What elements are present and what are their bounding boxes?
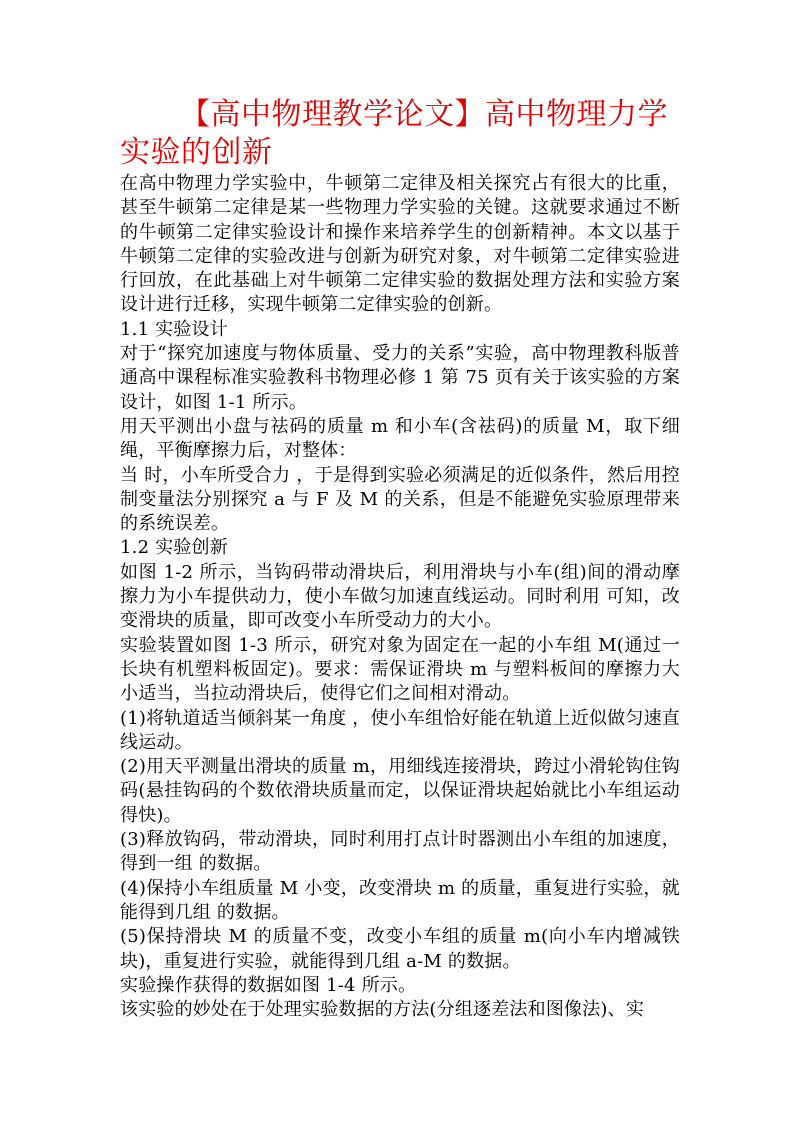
step-1: (1)将轨道适当倾斜某一角度 ，使小车组恰好能在轨道上近似做匀速直线运动。: [120, 707, 680, 753]
paragraph: 用天平测出小盘与祛码的质量 m 和小车(含祛码)的质量 M，取下细绳，平衡摩擦力后，对整体：: [120, 415, 680, 462]
intro-paragraph: 在高中物理力学实验中，牛顿第二定律及相关探究占有很大的比重，甚至牛顿第二定律是某一些物理力学实验的关键。这就要求通过不断的牛顿第二定律实验设计和操作来培养学生的创新精神。本文以基于牛顿第二定律的实验改进与创新为研究对象，对牛顿第二定律实验进行回放，在此基础上对牛顿第二定律实验的数据处理方法和实验方案设计进行迁移，实现牛顿第二定律实验的创新。: [120, 173, 680, 316]
document-title: 【高中物理教学论文】高中物理力学实验的创新: [120, 97, 668, 170]
step-4: (4)保持小车组质量 M 小变，改变滑块 m 的质量，重复进行实验，就能得到几组 的数据。: [120, 877, 680, 923]
section-heading-1-1: 1.1 实验设计: [120, 318, 228, 340]
paragraph: 实验操作获得的数据如图 1-4 所示。: [120, 974, 417, 996]
document-page: [120, 96, 680, 1022]
section-heading-1-2: 1.2 实验创新: [120, 537, 228, 559]
step-5: (5)保持滑块 M 的质量不变，改变小车组的质量 m(向小车内增减铁块)，重复进行实验，就能得到几组 a-M 的数据。: [120, 926, 680, 972]
paragraph: 如图 1-2 所示，当钩码带动滑块后，利用滑块与小车(组)间的滑动摩擦力为小车提供动力，使小车做匀加速直线运动。同时利用 可知，改变滑块的质量，即可改变小车所受动力的大小。: [120, 561, 680, 632]
step-3: (3)释放钩码，带动滑块，同时利用打点计时器测出小车组的加速度，得到一组 的数据。: [120, 829, 680, 875]
paragraph: 当 时，小车所受合力 ，于是得到实验必须满足的近似条件，然后用控制变量法分别探究 a 与 F 及 M 的关系，但是不能避免实验原理带来的系统误差。: [120, 464, 680, 535]
paragraph: 实验装置如图 1-3 所示，研究对象为固定在一起的小车组 M(通过一长块有机塑料板固定)。要求：需保证滑块 m 与塑料板间的摩擦力大小适当，当拉动滑块后，使得它们之间相对滑动。: [120, 634, 680, 705]
paragraph: 对于“探究加速度与物体质量、受力的关系”实验，高中物理教科版普通高中课程标准实验教科书物理必修 1 第 75 页有关于该实验的方案设计，如图 1-1 所示。: [120, 343, 680, 413]
paragraph: 该实验的妙处在于处理实验数据的方法(分组逐差法和图像法)、实: [120, 999, 645, 1021]
step-2: (2)用天平测量出滑块的质量 m，用细线连接滑块，跨过小滑轮钩住钩码(悬挂钩码的个数依滑块质量而定，以保证滑块起始就比小车组运动得快)。: [120, 756, 680, 826]
